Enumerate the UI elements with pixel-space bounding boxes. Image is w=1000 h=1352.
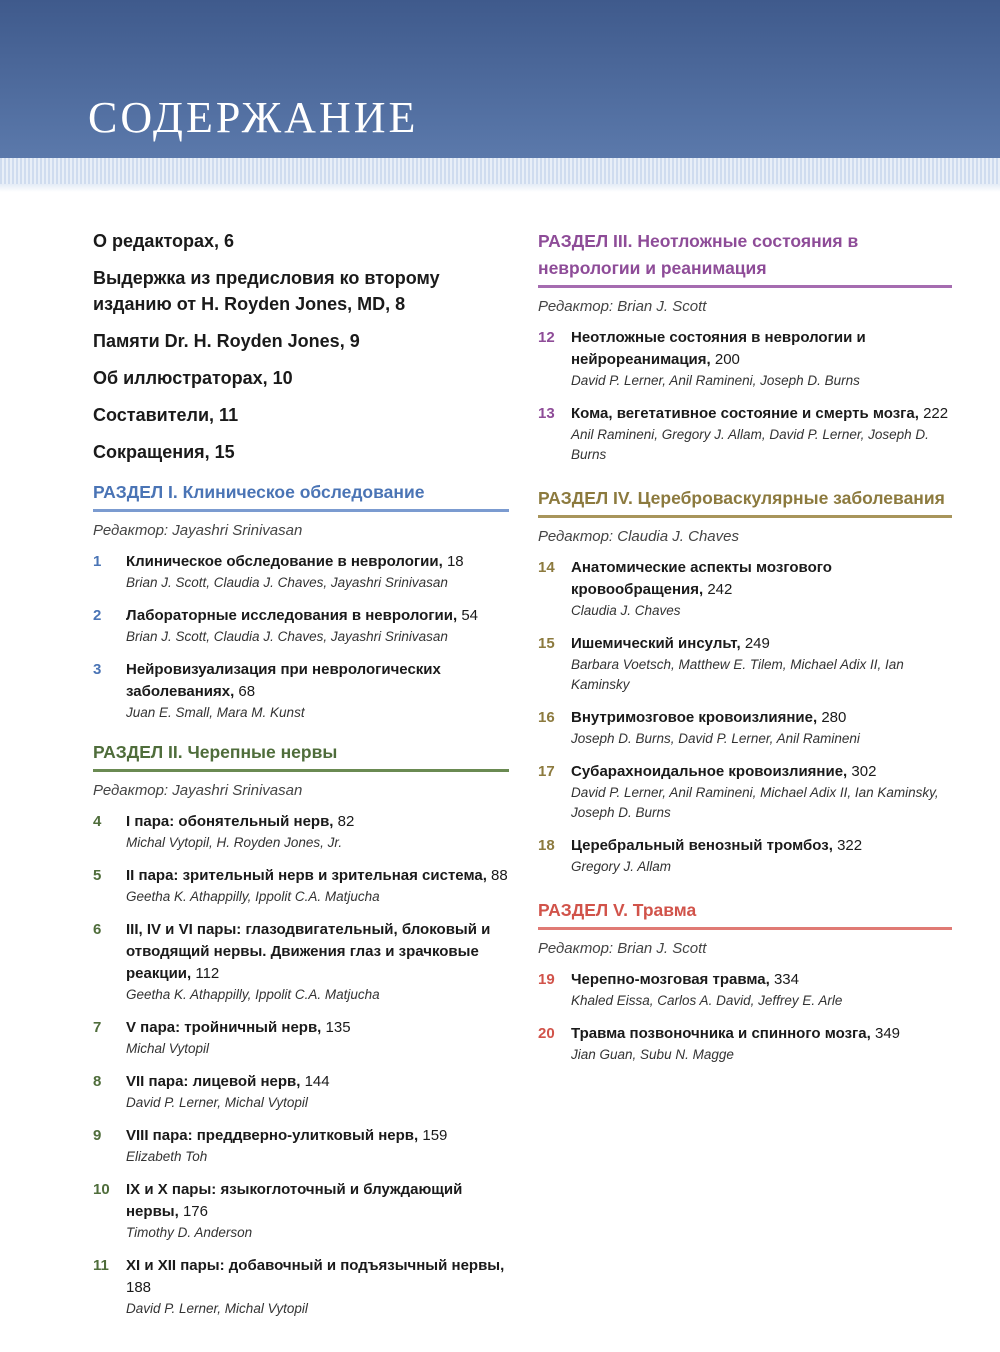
chapter-entry[interactable] [93, 811, 509, 853]
chapter-entry[interactable] [93, 551, 509, 593]
chapter-number: 4 [93, 813, 102, 830]
section-divider [93, 769, 509, 772]
chapter-number: 9 [93, 1127, 102, 1144]
chapter-page: 188 [126, 1279, 152, 1296]
chapter-title: Черепно-мозговая травма, [571, 971, 770, 988]
chapter-entry[interactable] [93, 1179, 509, 1243]
chapter-title: V пара: тройничный нерв, [126, 1019, 322, 1036]
chapter-number: 14 [538, 559, 555, 576]
chapter-authors: Geetha K. Athappilly, Ippolit C.A. Matjucha [126, 987, 380, 1002]
front-matter-item[interactable]: Сокращения, 15 [93, 442, 235, 462]
chapter-entry[interactable] [538, 835, 952, 877]
section-editor: Редактор: Jayashri Srinivasan [93, 782, 303, 799]
chapter-number: 3 [93, 661, 102, 678]
chapter-entry[interactable] [538, 403, 952, 465]
chapter-title: VIII пара: преддверно-улитковый нерв, [126, 1127, 419, 1144]
section-divider [538, 927, 952, 930]
chapter-number: 10 [93, 1181, 110, 1198]
chapter-authors: Barbara Voetsch, Matthew E. Tilem, Michael Adix II, Ian Kaminsky [571, 657, 904, 692]
chapter-number: 18 [538, 837, 555, 854]
section-editor: Редактор: Claudia J. Chaves [538, 528, 739, 545]
chapter-title: Лабораторные исследования в неврологии, [126, 607, 458, 624]
section-divider [538, 515, 952, 518]
chapter-authors: David P. Lerner, Anil Ramineni, Michael Adix II, Ian Kaminsky, Joseph D. Burns [571, 785, 939, 820]
chapter-entry[interactable] [93, 865, 509, 907]
chapter-page: 280 [821, 709, 847, 726]
chapter-number: 12 [538, 329, 555, 346]
chapter-entry[interactable] [93, 1125, 509, 1167]
decorative-band [0, 158, 1000, 184]
chapter-number: 15 [538, 635, 555, 652]
chapter-authors: Michal Vytopil, H. Royden Jones, Jr. [126, 835, 343, 850]
chapter-entry[interactable] [93, 1071, 509, 1113]
toc-left-column [93, 228, 509, 1331]
section-3 [538, 228, 952, 465]
chapter-title: Внутримозговое кровоизлияние, [571, 709, 818, 726]
chapter-title: Кома, вегетативное состояние и смерть мозга, [571, 405, 919, 422]
section-divider [538, 285, 952, 288]
chapter-number: 6 [93, 921, 102, 938]
chapter-authors: David P. Lerner, Michal Vytopil [126, 1301, 308, 1316]
section-divider [93, 509, 509, 512]
chapter-title: II пара: зрительный нерв и зрительная система, [126, 867, 487, 884]
chapter-entry[interactable] [93, 605, 509, 647]
front-matter-item[interactable]: О редакторах, 6 [93, 231, 235, 251]
chapter-number: 20 [538, 1025, 555, 1042]
chapter-entry[interactable] [538, 707, 952, 749]
chapter-entry[interactable] [93, 1255, 509, 1319]
chapter-number: 5 [93, 867, 102, 884]
chapter-title: Нейровизуализация при неврологических заболеваниях, [126, 661, 441, 700]
chapter-title: Анатомические аспекты мозгового кровообращения, [571, 559, 832, 598]
chapter-title: Церебральный венозный тромбоз, [571, 837, 833, 854]
chapter-title: I пара: обонятельный нерв, [126, 813, 334, 830]
chapter-page: 135 [325, 1019, 351, 1036]
section-5 [538, 897, 952, 1065]
chapter-entry[interactable] [93, 1017, 509, 1059]
section-title[interactable]: РАЗДЕЛ III. Неотложные состояния в неврологии и реанимация [538, 231, 859, 278]
toc-right-column [538, 228, 952, 1077]
header-banner [0, 0, 1000, 158]
chapter-page: 242 [707, 581, 733, 598]
front-matter-item[interactable]: Об иллюстраторах, 10 [93, 368, 293, 388]
chapter-number: 13 [538, 405, 555, 422]
chapter-title: XI и XII пары: добавочный и подъязычный нервы, [126, 1257, 505, 1274]
section-editor: Редактор: Brian J. Scott [538, 298, 707, 315]
page-title: СОДЕРЖАНИЕ [88, 93, 419, 142]
section-editor: Редактор: Brian J. Scott [538, 940, 707, 957]
chapter-authors: Claudia J. Chaves [571, 603, 681, 618]
section-title[interactable]: РАЗДЕЛ II. Черепные нервы [93, 742, 338, 762]
front-matter-item[interactable]: Памяти Dr. H. Royden Jones, 9 [93, 331, 360, 351]
chapter-authors: Elizabeth Toh [126, 1149, 208, 1164]
section-2 [93, 739, 509, 1319]
section-1 [93, 479, 509, 723]
chapter-entry[interactable] [538, 327, 952, 391]
chapter-authors: Brian J. Scott, Claudia J. Chaves, Jayashri Srinivasan [126, 575, 448, 590]
chapter-page: 349 [874, 1025, 901, 1042]
chapter-title: Травма позвоночника и спинного мозга, [571, 1025, 871, 1042]
chapter-page: 112 [195, 965, 220, 982]
chapter-authors: David P. Lerner, Anil Ramineni, Joseph D. Burns [571, 373, 860, 388]
chapter-number: 2 [93, 607, 102, 624]
chapter-page: 322 [837, 837, 863, 854]
chapter-authors: David P. Lerner, Michal Vytopil [126, 1095, 308, 1110]
chapter-page: 88 [491, 867, 508, 884]
chapter-page: 144 [304, 1073, 330, 1090]
chapter-page: 302 [851, 763, 877, 780]
chapter-page: 334 [773, 971, 799, 988]
chapter-number: 7 [93, 1019, 102, 1036]
chapter-title: Клиническое обследование в неврологии, [126, 553, 443, 570]
chapter-authors: Jian Guan, Subu N. Magge [571, 1047, 734, 1062]
chapter-page: 18 [446, 553, 464, 570]
chapter-page: 54 [461, 607, 479, 624]
chapter-page: 222 [923, 405, 949, 422]
chapter-title: Ишемический инсульт, [571, 635, 741, 652]
chapter-page: 68 [238, 683, 256, 700]
chapter-authors: Timothy D. Anderson [126, 1225, 253, 1240]
chapter-page: 82 [337, 813, 355, 830]
chapter-number: 19 [538, 971, 555, 988]
chapter-title: Неотложные состояния в неврологии и нейрореанимация, [571, 329, 866, 368]
chapter-title: IX и X пары: языкоглоточный и блуждающий нервы, [126, 1181, 463, 1220]
chapter-entry[interactable] [93, 659, 509, 723]
chapter-number: 8 [93, 1073, 102, 1090]
section-title[interactable]: РАЗДЕЛ V. Травма [538, 900, 697, 920]
chapter-authors: Michal Vytopil [126, 1041, 210, 1056]
chapter-entry[interactable] [538, 761, 952, 823]
front-matter-item[interactable]: Выдержка из предисловия ко второму изданию от H. Royden Jones, MD, 8 [93, 268, 440, 314]
section-editor: Редактор: Jayashri Srinivasan [93, 522, 303, 539]
chapter-number: 16 [538, 709, 555, 726]
chapter-authors: Geetha K. Athappilly, Ippolit C.A. Matjucha [126, 889, 380, 904]
chapter-page: 249 [744, 635, 770, 652]
chapter-authors: Brian J. Scott, Claudia J. Chaves, Jayashri Srinivasan [126, 629, 448, 644]
chapter-page: 176 [182, 1203, 208, 1220]
chapter-number: 1 [93, 553, 102, 570]
section-title[interactable]: РАЗДЕЛ I. Клиническое обследование [93, 482, 425, 502]
chapter-number: 17 [538, 763, 555, 780]
chapter-entry[interactable] [538, 969, 952, 1011]
chapter-page: 159 [422, 1127, 448, 1144]
chapter-title: III, IV и VI пары: глазодвигательный, блоковый и отводящий нервы. Движения глаз и зрачковые реакции, [126, 921, 491, 982]
chapter-authors: Khaled Eissa, Carlos A. David, Jeffrey E. Arle [571, 993, 843, 1008]
chapter-title: VII пара: лицевой нерв, [126, 1073, 301, 1090]
section-4 [538, 485, 952, 877]
chapter-entry[interactable] [538, 1023, 952, 1065]
chapter-authors: Gregory J. Allam [571, 859, 672, 874]
chapter-title: Субарахноидальное кровоизлияние, [571, 763, 848, 780]
chapter-entry[interactable] [93, 919, 509, 1005]
chapter-authors: Anil Ramineni, Gregory J. Allam, David P. Lerner, Joseph D. Burns [571, 427, 929, 462]
chapter-authors: Juan E. Small, Mara M. Kunst [126, 705, 305, 720]
chapter-number: 11 [93, 1257, 109, 1274]
chapter-entry[interactable] [538, 633, 952, 695]
section-title[interactable]: РАЗДЕЛ IV. Цереброваскулярные заболевания [538, 488, 945, 508]
decorative-band-fade [0, 184, 1000, 192]
chapter-authors: Joseph D. Burns, David P. Lerner, Anil Ramineni [571, 731, 860, 746]
front-matter-item[interactable]: Составители, 11 [93, 405, 239, 425]
chapter-entry[interactable] [538, 557, 952, 621]
chapter-page: 200 [714, 351, 740, 368]
